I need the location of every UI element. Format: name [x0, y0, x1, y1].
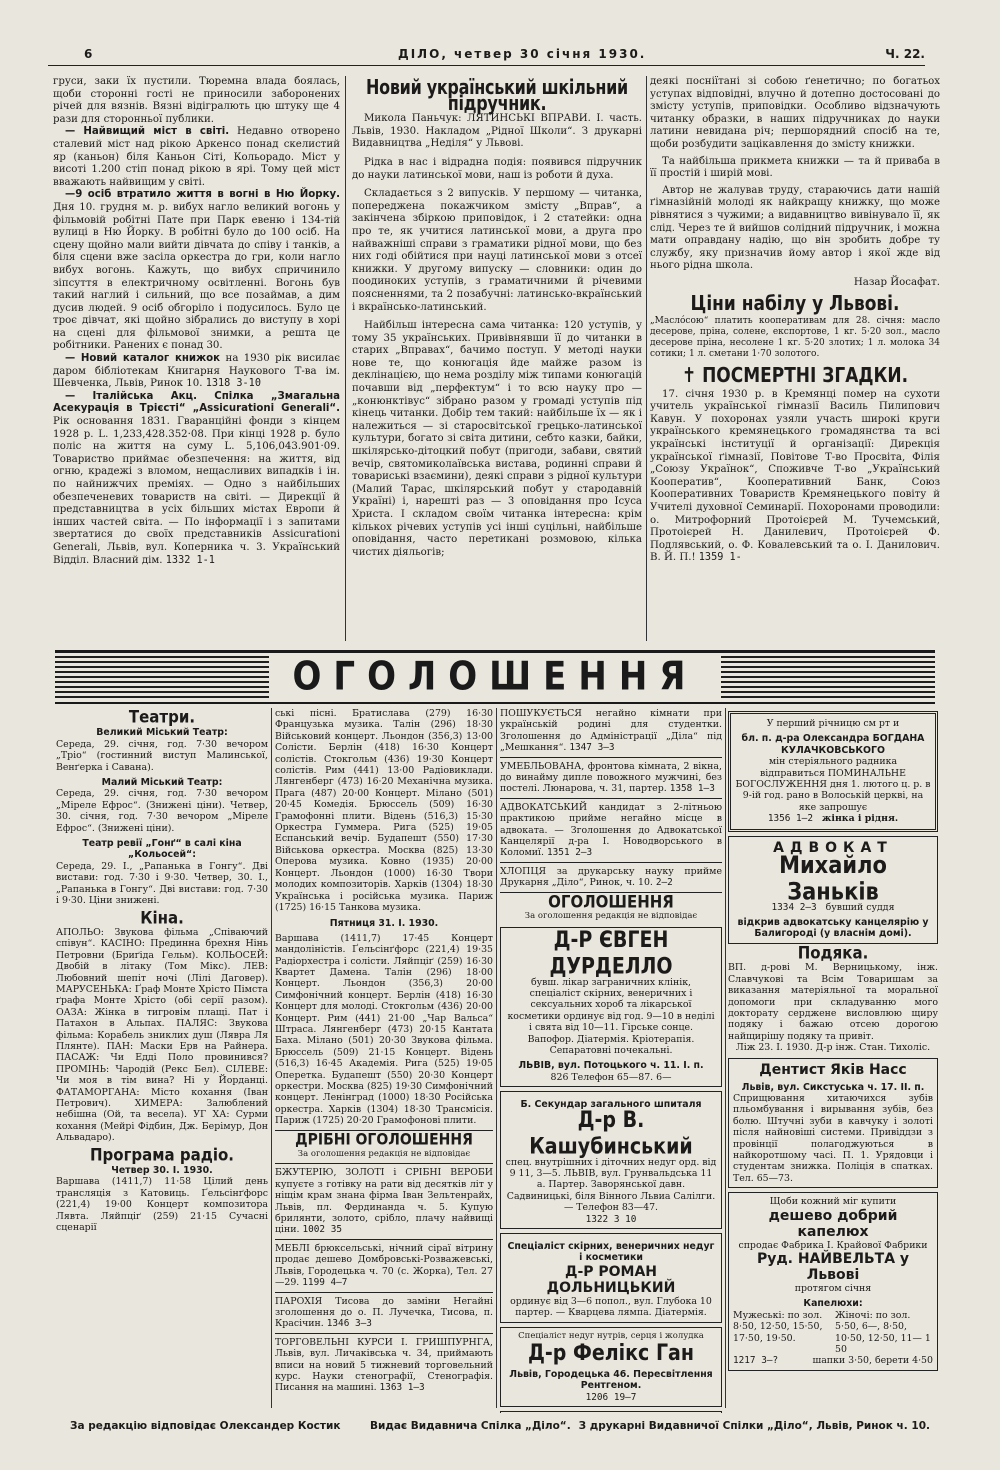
banner-rule [55, 702, 935, 704]
article-paragraph: Найбільш інтересна сама читанка: 120 уступів, у тому 35 українських. Привівнявши її до читанки в старих „Вправах“, бачимо поступ. У методі науки нове те, що конюгація йде майже разом із деклінацією, що нема розділу між типами конюгацій почавши від „перфектум“ і то всю науку про — „конюнктівус“ зібрано разом у громаді уступів під кінець читанки. Добір тем такий: найбільше їх — як і належиться — зі старосвітської грецько-латинської культури, богато зі світа дитини, себто казки, байки, шкілярсько-дітоцкий побут (пригоди, забави, святий вечір, святомиколаївська вистава, родинні справи й товариські взаємини), деякі справи з рідної культури (Малий Тарас, шкілярський побут у стародавній Україні) і, нарешті раз — 3 оповідання про Ісуса Христа. І складом своїм читанка інтересна: крім кількох річевих уступів усі інші суцільні, найбільше оповідання, часто перетикані розмовою, кілька чистих діяльогів; [352, 320, 642, 558]
article-paragraph: Автор не жалував труду, стараючись дати нашій ґімназійній молоді як найкращу книжку, що може рівнятися з чужими; а видавництво вивінувало її, як слід. Через те й вийшов солідний підручник, і можна мати оправдану надію, що він зробить добре ту службу, яку призначив йому автор і якої жде від нього рідна школа. [650, 184, 940, 272]
small-ad [500, 802, 722, 859]
promo-slogan [500, 1411, 722, 1413]
doctor-pretitle: Спеціаліст скірних, венеричних недуг і косметики [507, 1241, 715, 1264]
doctor-name: Д-р Фелікс Ган [527, 1340, 694, 1366]
radio-date: Пятниця 31. I. 1930. [329, 918, 439, 930]
memorial-role: мін стеріяльного радника [768, 756, 898, 768]
hat-footer [733, 1355, 933, 1366]
news-headline: — Найвищий міст в світі. [65, 126, 230, 138]
radio-listing: Варшава (1411,7) 11·58 Цілий день трансляція з Катовиць. Ґельсінґфорс (221,4) 19·00 Концерт композитора Лявта. Ляйпціґ (259) 21·15 Сучасні сценарії [56, 1176, 268, 1234]
ads-section-note: За оголошення редакція не відповідає [524, 911, 698, 922]
small-ad [500, 708, 722, 754]
divider [275, 1292, 493, 1293]
ad-number: 1217 3—? [733, 1355, 779, 1367]
hat-line: Капелюхи: [803, 1298, 863, 1310]
small-ad-text: ПАРОХІЯ Тисова до заміни Негайні зголошення до о. П. Лучечка, Тисова, п. Красічин. [275, 1295, 493, 1330]
memorial-text: відправиться ПОМИНАЛЬНЕ БОГОСЛУЖЕННЯ дня 1. лютого ц. р. в 9-ій год. рано в Волоській церкві, на яке запрошує [735, 767, 931, 813]
footer-printer: З друкарні Видавничої Спілки „Діло“, Львів, Ринок ч. 10. [578, 1420, 930, 1432]
news-paragraph: груси, заки їх пустили. Тюремна влада боялась, щоби сторонні гості не приносили заборонених річей для вязнів. Вязні відігралють цю штуку ще 4 рази для сторонньої публики. [53, 76, 340, 125]
small-ad [500, 866, 722, 889]
news-column-3 [650, 76, 940, 641]
ads-column-3 [500, 708, 722, 1413]
doctor-pretitle: Б. Секундар загального шпиталя [520, 1099, 702, 1111]
theatre-name: Театр ревії „Гонґ“ в салі кіна „Кольосей“: [82, 838, 242, 861]
article-paragraph: деякі посніїтані зі собою ґенетично; по богатьох уступах відповідні, влучно й дотепно достосовані до змісту уступів, приповідки. Особливо відзначують читанку образки, в наших підручниках до науки латини невидана річ; першорядний спосіб на те, щоби розбудити зацікавлення до змісту книжки. [650, 76, 940, 150]
small-ad-text: АДВОКАТСЬКИЙ кандидат з 2-літньою практикою прийме негайно місце в адвоката. — Зголошення до Адвокатської Канцелярії д-ра І. Новодворського в Коломиї. [500, 801, 722, 859]
hat-prices [733, 1310, 933, 1356]
small-ad-text: ХЛОПЦЯ за друкарську науку прийме Друкарня „Діло“, Ринок, ч. 10. [500, 865, 722, 889]
article-paragraph: Рідка в нас і відрадна подія: появився підручник до науки латинської мови, наш із роботи й духа. [352, 156, 642, 181]
doctor-name: Д-Р ЄВГЕН ДУРДЕЛЛО [549, 927, 673, 979]
hat-shop-ad [728, 1192, 938, 1371]
ad-number: 1318 3-10 [205, 378, 261, 390]
theatre-listing: Середа, 29. січня, год. 7·30 вечором „Міреле Ефрос“. (Знижені ціни). Четвер, 30. січня, год. 7·30 вечором „Міреле Ефрос“. (Знижені ціни). [56, 788, 268, 834]
ad-number: 1347 3—3 [569, 742, 615, 754]
theatre-listing: Середа, 29. I., „Рапанька в Гонгу“. Дві вистави: год. 7·30 і 9·30. Четвер, 30. I., „Рапанька в Гонгу“. Дві вистави: год. 7·30 і 9·30. Ціни знижені. [56, 860, 268, 907]
article-title: Новий український шкільний підручник. [366, 76, 628, 115]
ad-number: 1363 1—3 [379, 1382, 425, 1394]
divider [500, 798, 722, 799]
news-item [53, 126, 340, 189]
news-text: Дня 10. грудня м. р. вибух нагло великий вогонь у фільмовій робітні Пате при Парк евеню і 134-тій вулиці в Ню Йорку. В робітні було до 100 осіб. На сцену щойно мали вийти дівчата до співу і танків, а біля сцени вже засіла оркестра до гри, коли нагло вибух вогонь. Кажуть, що вибух спричинило зіпсуття в електричному освітленні. Вогонь був такий наглий і сильний, що все позаймав, а дим дусив людей. 9 осіб обгоріло і подусилось. Було це троє дівчат, які щойно зібрались до виступу в хорі на сцені для фільмової знимки, а решта це робітники. Ранених є понад 30. [53, 201, 340, 352]
small-ads-note: За оголошення редакція не відповідає [297, 1149, 471, 1160]
hat-prices-women: Жіночі: по зол. 5·50, 6—, 8·50, 10·50, 12·50, 11— 1 50 [835, 1309, 931, 1356]
small-ad [275, 1337, 493, 1394]
doctor-name: Д-Р РОМАН ДОЛЬНИЦЬКИЙ [546, 1263, 676, 1296]
lawyer-name: Михайло Заньків [779, 851, 887, 906]
small-ad-text: БЖУТЕРІЮ, ЗОЛОТІ і СРІБНІ ВЕРОБИ купуєте з готівку на рати від десятків літ у ніщім крам знана фірма Іван Зельтенрайх, Львів, пл. Фердинанда ч. 5. Купую брилянти, золото, срібло, плачу найвищі ціни. [275, 1167, 493, 1236]
hat-prices-men: Мужеські: по зол. 8·50, 12·50, 15·50, 17·50, 19·50. [733, 1309, 823, 1344]
hat-line: Щоби кожний міг купити [769, 1196, 897, 1208]
radio-title: Програма радіо. [89, 1144, 235, 1165]
memorial-footer [735, 813, 931, 824]
memorial-sign: жінка і рідня. [821, 813, 899, 825]
theatre-name: Малий Міський Театр: [101, 777, 223, 789]
ads-banner [55, 656, 935, 698]
radio-listing: ські пісні. Братислава (279) 16·30 Французька музика. Талін (296) 18·30 Військовий концерт. Льондон (356,3) 13·00 Солісти. Берлін (418) 16·30 Концерт солістів. Стокгольм (436) 19·30 Концерт солістів. Рим (441) 13·00 Радіовиклади. Лянгенберг (473) 16·20 Механічна музика. Прага (487) 20·00 Концерт. Мілано (501) 20·45 Комедія. Брюссель (509) 16·30 Грамофонні плити. Відень (516,3) 15·30 Оркестра Гуммера. Рига (525) 19·05 Еспанський вечір. Будапешт (550) 17·30 Військова оркестра. Москва (825) 13·30 Оперова музика. Ковно (1935) 20·00 Концерт. Льондон (1000) 16·30 Твори молодих композиторів. Харків (1304) 18·30 Українська і російська музика. Париж (1725) 16·15 Танкова музика. [275, 708, 493, 913]
obituary-title: ✝ ПОСМЕРТНІ ЗГАДКИ. [681, 364, 909, 389]
ads-column-2 [275, 708, 493, 1413]
issue-number: Ч. 22. [885, 47, 925, 61]
article-paragraph: Микола Паньчук: ЛЯТИНСЬКІ ВПРАВИ. І. часть. Львів, 1930. Накладом „Рідної Школи“. З друкарні Видавництва „Неділя“ у Львові. [352, 113, 642, 150]
divider [275, 1333, 493, 1334]
doctor-name: Д-р В. Кашубинський [529, 1107, 693, 1159]
news-headline: — Новий каталог книжок [65, 353, 221, 365]
small-ad-text: УМЕБЛЬОВАНА, фронтова кімната, 2 вікна, до винайму дипле повожного мужчині, без постелі. Люнарова, ч. 31, партер. [500, 760, 722, 795]
radio-date: Четвер 30. I. 1930. [111, 1165, 213, 1177]
article-paragraph: Складається з 2 випусків. У першому — читанка, попереджена покажчиком змісту „Вправ“, а закінчена збіркою приповідок, і 2 статейки: одна про те, як учитися латинської мови, а друга про найважніші справи з граматики рідної мови, що без них годі обійтися при науці латинської мови з отсеї книжки. У другому випуску — словники: один до поодиноких уступів, з граматичними й річевими поясненнями, та 2 позабучні: латинсько-вкраїнський і вкраїнсько-латинський. [352, 188, 642, 313]
news-item [53, 353, 340, 391]
banner-rule [55, 650, 935, 653]
doctor-phone: 826 Телефон 65—87. 6— [550, 1071, 672, 1083]
column-divider [646, 76, 647, 641]
lawyer-ad [728, 836, 938, 944]
ad-number: 2—2 [655, 877, 673, 889]
hat-line: протягом січня [794, 1283, 872, 1294]
column-divider [496, 708, 497, 1408]
news-item [53, 391, 340, 567]
doctor-ad-gan [500, 1327, 722, 1408]
dentist-details: Сприщювання хитаючихся зубів пльомбування і вирывання зубів, без болю. Штучні зуби в кавчуку і золоті після найновіші системи. Привіддзи з провінції полагоджуються в найкоротшому часі. П. 1. Урядовци і студентам знижка. Поліція в спатках. Тел. 65—73. [733, 1092, 933, 1184]
ad-number: 1332 1-1 [165, 554, 215, 566]
small-ad-text: МЕБЛІ брюксельські, нічний сіраї вітрину продає дешево Домбровські-Розважевські, Львів, Городецька ч. 70 (с. Жорка), Тел. 27—29. [275, 1242, 493, 1289]
ad-number: 1358 1—3 [669, 783, 715, 795]
column-divider [725, 708, 726, 1408]
cinemas-listing: АПОЛЬО: Звукова фільма „Співаючий співун“. КАСІНО: Прединна брехня Нінь Петровни (Бриґіда Гельм). КОЛЬОСЕЙ: Двобій в літаку (Том Мікс). ЛЕВ: Любовний шепіт ночі (Лілі Даговер). МАРУСЕНЬКА: Ґраф Монте Хрісто Пімста ґрафа Монте Хрісто (обі серії разом). ОАЗА: Жінка в тигровім плащі. Пат і Патахон в Альпах. ПАЛЯС: Звукова фільма: Корабель зниклих душ (Лявра Ля Плянте). ПАН: Маски Ерв на Райнера. ПАСАЖ: Чи Едді Поло провинився? ПРОМІНЬ: Чародій (Рекс Бел). СІЛЕВЕ: Чи моя в тім вина? Ні у Йорданці. ФАТАМОРГАНА: Місто кохання (Іван Петрович). ХИМЕРА: Залюблений небішна (Ой, та весела). УГ ХА: Сурми кохання (Мейрі Фідбин, Дж. Берімур, Дон Альвадаро). [56, 926, 268, 1144]
ad-number: 1351 2—3 [547, 847, 593, 859]
ad-number: 1199 4—7 [302, 1277, 348, 1289]
doctor-ad-dolnytsky [500, 1233, 722, 1323]
column-divider [271, 708, 272, 1408]
small-ad [500, 761, 722, 795]
news-column-1 [53, 76, 340, 641]
prices-text: „Масло́сою“ платить кооперативам для 28. січня: масло десерове, пріна, солене, експортове, 1 кг. 5·20 зол., масло десерове пріна, несолене 1 кг. 5·20 злотих; 1 л. молока 34 сотики; 1 л. сметани 1·70 золотого. [650, 316, 940, 360]
lawyer-label: АДВОКАТ [773, 839, 893, 856]
news-item [53, 189, 340, 353]
small-ad [275, 1243, 493, 1289]
memorial-intro: У перший річницю см рт и [766, 718, 900, 729]
divider [275, 1239, 493, 1240]
ad-number: 1002 35 [302, 1224, 343, 1236]
dentist-address: Львів, вул. Сикстуська ч. 17. II. п. [741, 1081, 925, 1093]
doctor-ad-kashubynsky [500, 1091, 722, 1229]
footer-publisher: Видає Видавнича Спілка „Діло“. [370, 1420, 571, 1432]
page-footer [70, 1420, 930, 1438]
theatres-title: Театри. [128, 708, 196, 728]
hat-headline: дешево добрий капелюх [768, 1207, 898, 1240]
ads-banner-title: ОГОЛОШЕННЯ [269, 654, 722, 700]
ad-number: 1322 3 10 [585, 1213, 637, 1225]
ads-section-title: ОГОЛОШЕННЯ [548, 891, 674, 912]
news-text: на 1930 рік висилає даром бібліотекам Книгарня Наукового Т-ва ім. Шевченка, Львів, Ринок 10. [53, 353, 340, 390]
page-header [48, 44, 925, 66]
doctor-ad-durdello [500, 927, 722, 1088]
small-ad [275, 1167, 493, 1235]
ads-column-1 [56, 708, 268, 1413]
prices-title: Ціни набілу у Львові. [690, 291, 900, 316]
dentist-name: Дентист Яків Насс [759, 1061, 907, 1078]
divider [275, 1163, 493, 1164]
ad-number: 1334 2—3 [771, 901, 817, 913]
news-column-2 [352, 76, 642, 641]
small-ad [275, 1296, 493, 1330]
obituary-text [650, 389, 940, 565]
thanks-text: ВП. д-рові М. Верницькому, інж. Славчукові та Всім Товаришам за виказання матеріяльної та моральної допомоги при складуванню мого докторату серджене висловлюю щиру подяку і бажаю отсею дорогою найщирішу подяку та привіт. [728, 962, 938, 1042]
hat-line: спродає Фабрика І. Крайової Фабрики [738, 1239, 928, 1251]
memorial-name: бл. п. д-ра Олександра БОГДАНА КУЛАЧКОВСЬКОГО [741, 733, 925, 756]
news-headline: — Італійська Акц. Спілка „Змагальна Асекурація в Трієсті“ „Assicurationi Generali“. [53, 390, 340, 415]
news-text: Недавно отворено сталевий міст над рікою Аркенсо понад скелистий яр (каньон) біля Каньон Сіті, Кольорадо. Міст у висоті 1.200 стіп понад рікою в ярі. Тому цей міст вважають найвищим у світі. [53, 126, 340, 188]
thanks-signature: Ліж 23. І. 1930. Д-р інж. Стан. Тихоліс. [735, 1042, 931, 1054]
radio-listing: Варшава (1411,7) 17·45 Концерт мандоліністів. Ґельсінґфорс (221,4) 19·35 Радіорхестра і солісти. Ляйпціґ (259) 16·30 Квартет Дамена. Талін (296) 18·00 Концерт. Льондон (356,3) 20·00 Симфонічний концерт. Берлін (418) 16·30 Концерт для молоді. Стокгольм (436) 20·00 Концерт. Рим (441) 21·00 „Чар Вальса“ Штраса. Лянгенберг (473) 20·15 Кантата Баха. Мілано (501) 20·30 Звукова фільма. Брюссель (509) 21·15 Концерт. Відень (516,3) 16·45 Академія. Рига (525) 19·05 Оперетка. Будапешт (550) 20·30 Концерт оркестри. Москва (825) 19·30 Симфонічний концерт. Ленінград (1000) 18·30 Російська оркестра. Харків (1304) 18·30 Трансмісія. Париж (1725) 20·20 Грамофонові плити. [275, 932, 493, 1127]
ad-number: 1359 1- [698, 552, 742, 564]
doctor-details: спец. внутрішних і діточних недуг орд. від 9 11, 3—5. ЛЬВІВ, вул. Грунвальдська 11 а. Партер. Заворянської давн. Садвиницькі, біля Вінного Львиа Салілги. — Телефон 83—47. [505, 1156, 717, 1214]
doctor-details: бувш. лікар заграничних клінік, спеціаліст скірних, венеричних і сексуальних хороб та лікарської косметики ординує від год. 9—10 в неділі і свята від 10—11. Гірське сонце. Вапофор. Діатермія. Кріотерапія. Сепаратовні почекальні. [507, 976, 715, 1056]
ad-number: 1346 3—3 [326, 1318, 372, 1330]
lawyer-details: відкрив адвокатську канцелярію у Балигороді (у власнім домі). [737, 917, 929, 940]
memorial-ad [728, 711, 938, 832]
doctor-details: Львів, Городецька 46. Пересвітлення Рентгеном. [509, 1369, 713, 1392]
page-number: 6 [84, 47, 93, 61]
hat-shop-name: Руд. НАЙВЕЛЬТА у Львові [756, 1251, 910, 1283]
dentist-ad [728, 1058, 938, 1189]
column-divider [345, 76, 346, 641]
ad-number: 1206 19—7 [585, 1391, 637, 1403]
doctor-address: ЛЬВІВ, вул. Потоцького ч. 11. І. п. [518, 1060, 704, 1072]
small-ad-text: ПОШУКУЄТЬСЯ негайно кімнати при українській родині для студентки. Зголошення до Адміністрації „Діла“ під „Мешкання“. [500, 708, 722, 754]
small-ads-title: ДРІБНІ ОГОЛОШЕННЯ [295, 1130, 473, 1149]
ad-number: 1356 1—2 [767, 813, 813, 825]
doctor-pretitle: Спеціаліст недуг нутрів, серця і жолудка [518, 1330, 704, 1341]
footer-editor: За редакцію відповідає Олександер Костик [70, 1420, 341, 1432]
doctor-details: ординує від 3—6 попол., вул. Глубока 10 партер. — Кварцева лямпа. Діатермія. [510, 1295, 712, 1319]
article-paragraph: Та найбільша прикмета книжки — та й приваба в її простій і ширій мові. [650, 155, 940, 180]
masthead: ДІЛО, четвер 30 січня 1930. [398, 47, 647, 61]
cinemas-title: Кіна. [140, 907, 184, 928]
obituary-body: 17. січня 1930 р. в Кремянці помер на сухоти учитель української гімназії Василь Пилипович Кавун. У похоронах узяли участь широкі круги українського кремянецького громадянства та всі українські інституції й організації: Дирекція української ґімназії, Повітове Т-во Просвіта, Філія „Союзу Українок“, Споживче Т-во „Український Кооператив“, Кооперативний Банк, Союз Кооперативних Товариств Кремянецького повіту й Учителі духовної Семинарії. Похоронами проводили: о. Митрофорний Протоієрей М. Тучемський, Протоієрей Н. Данилевич, Протоієрей Ф. Подлявський, о. Ф. Ковалевський та о. І. Данилович. В. Й. П.! [650, 388, 940, 564]
small-ad-text: ТОРГОВЕЛЬНІ КУРСИ І. ГРИШПУРНГА, Львів, вул. Личаківська ч. 34, приймають вписи на новий 5 тижневий торговельний курс. Науки стенографії, Стенографія. Писання на машині. [275, 1336, 493, 1394]
divider [500, 862, 722, 863]
ads-column-4 [728, 708, 938, 1413]
news-headline: —9 осіб втратило життя в вогні в Ню Йорку. [65, 189, 340, 201]
theatre-name: Великий Міський Театр: [96, 727, 228, 739]
article-signature: Назар Йосафат. [853, 276, 940, 288]
hat-extra: шапки 3·50, берети 4·50 [812, 1355, 933, 1367]
divider [500, 757, 722, 758]
news-text: Рік основання 1831. Гваранційні фонди з кінцем 1928 р. L. 1,233,428.352·08. При кінці 1928 р. було поліс на життя на суму L. 5,106,043.901·09. Товариство приймає обезпечення: на життя, від огню, крадежі з вломом, нещасливих випадків і ін. по найнижчих преміях. — Одно з найбільших обезпеченевих товариств на світі. — Дирекції й представництва в усіх більших містах Европи й інших частей світа. — По інформації і з запитами звертатися до своїх представників Assicurationi Generali, Львів, вул. Коперника ч. 3. Український Відділ. Власний дім. [53, 416, 340, 566]
thanks-title: Подяка. [797, 942, 869, 964]
lawyer-role: бувший суддя [825, 901, 895, 913]
theatre-listing: Середа, 29. січня, год. 7·30 вечором „Тріо“ (гостинний виступ Малинської, Венґерка і Савана). [56, 738, 268, 773]
